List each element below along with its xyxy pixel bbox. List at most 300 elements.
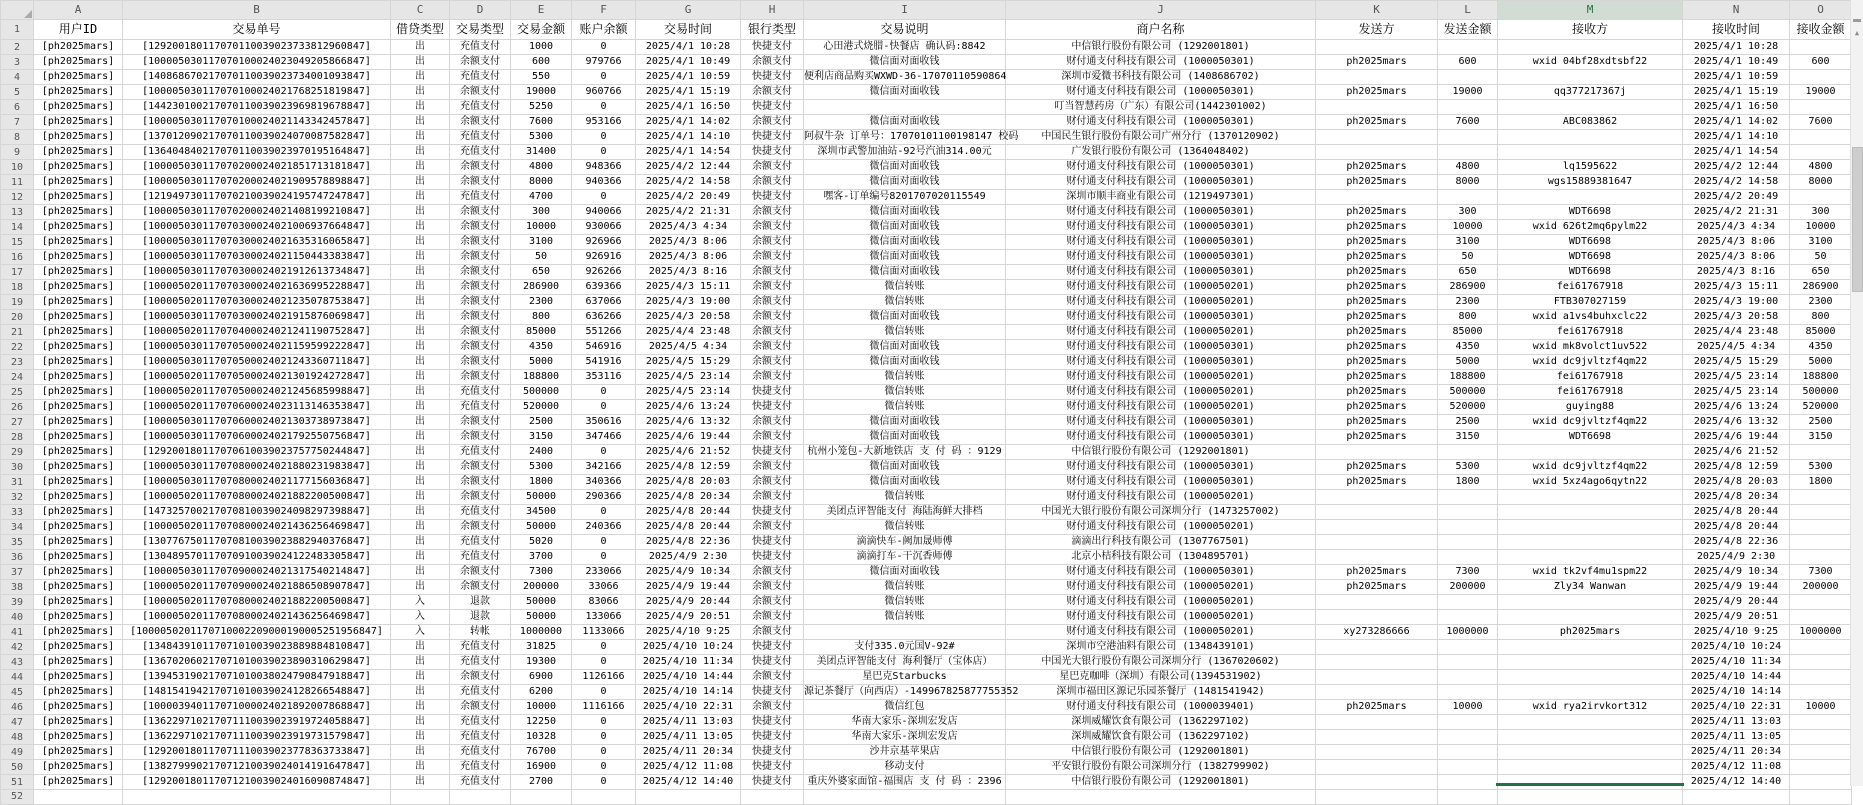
cell-H34[interactable]: 余额支付 — [741, 520, 804, 535]
row-header-2[interactable]: 2 — [1, 40, 34, 55]
cell-O8[interactable] — [1790, 130, 1852, 145]
cell-E8[interactable]: 5300 — [511, 130, 572, 145]
cell-B31[interactable]: [100005030117070800024021177156036847] — [123, 475, 391, 490]
cell-E40[interactable]: 50000 — [511, 610, 572, 625]
cell-C24[interactable]: 出 — [391, 370, 450, 385]
row-header-11[interactable]: 11 — [1, 175, 34, 190]
cell-F30[interactable]: 342166 — [572, 460, 636, 475]
cell-D49[interactable]: 充值支付 — [450, 745, 511, 760]
cell-M18[interactable]: fei61767918 — [1498, 280, 1683, 295]
cell-L25[interactable]: 500000 — [1438, 385, 1498, 400]
cell-M7[interactable]: ABC083862 — [1498, 115, 1683, 130]
cell-B5[interactable]: [100005030117070100024021768251819847] — [123, 85, 391, 100]
cell-B17[interactable]: [100005030117070300024021912613734847] — [123, 265, 391, 280]
cell-O6[interactable] — [1790, 100, 1852, 115]
cell-M44[interactable] — [1498, 670, 1683, 685]
cell-N33[interactable]: 2025/4/8 20:44 — [1683, 505, 1790, 520]
cell-M30[interactable]: wxid dc9jvltzf4qm22 — [1498, 460, 1683, 475]
cell-J22[interactable]: 财付通支付科技有限公司 (1000050301) — [1006, 340, 1316, 355]
cell-L7[interactable]: 7600 — [1438, 115, 1498, 130]
cell-E50[interactable]: 16900 — [511, 760, 572, 775]
cell-H14[interactable]: 余额支付 — [741, 220, 804, 235]
cell-I46[interactable]: 微信红包 — [804, 700, 1006, 715]
cell-D26[interactable]: 充值支付 — [450, 400, 511, 415]
cell-G2[interactable]: 2025/4/1 10:28 — [636, 40, 741, 55]
cell-K13[interactable]: ph2025mars — [1316, 205, 1438, 220]
cell-K32[interactable] — [1316, 490, 1438, 505]
cell-C7[interactable]: 出 — [391, 115, 450, 130]
row-header-12[interactable]: 12 — [1, 190, 34, 205]
cell-E42[interactable]: 31825 — [511, 640, 572, 655]
cell-G48[interactable]: 2025/4/11 13:05 — [636, 730, 741, 745]
cell-L30[interactable]: 5300 — [1438, 460, 1498, 475]
cell-M45[interactable] — [1498, 685, 1683, 700]
cell-H5[interactable]: 余额支付 — [741, 85, 804, 100]
cell-L27[interactable]: 2500 — [1438, 415, 1498, 430]
cell-H13[interactable]: 余额支付 — [741, 205, 804, 220]
row-header-47[interactable]: 47 — [1, 715, 34, 730]
row-header-23[interactable]: 23 — [1, 355, 34, 370]
cell-C5[interactable]: 出 — [391, 85, 450, 100]
cell-F15[interactable]: 926966 — [572, 235, 636, 250]
cell-K35[interactable] — [1316, 535, 1438, 550]
cell-E9[interactable]: 31400 — [511, 145, 572, 160]
cell-G33[interactable]: 2025/4/8 20:44 — [636, 505, 741, 520]
cell-J37[interactable]: 财付通支付科技有限公司 (1000050301) — [1006, 565, 1316, 580]
cell-H30[interactable]: 余额支付 — [741, 460, 804, 475]
cell-I48[interactable]: 华南大家乐-深圳宏发店 — [804, 730, 1006, 745]
cell-E24[interactable]: 188800 — [511, 370, 572, 385]
cell-I52[interactable] — [804, 790, 1006, 805]
cell-I5[interactable]: 微信面对面收钱 — [804, 85, 1006, 100]
cell-M25[interactable]: fei61767918 — [1498, 385, 1683, 400]
cell-F26[interactable]: 0 — [572, 400, 636, 415]
cell-G13[interactable]: 2025/4/2 21:31 — [636, 205, 741, 220]
cell-K34[interactable] — [1316, 520, 1438, 535]
cell-K36[interactable] — [1316, 550, 1438, 565]
cell-J3[interactable]: 财付通支付科技有限公司 (1000050301) — [1006, 55, 1316, 70]
cell-I3[interactable]: 微信面对面收钱 — [804, 55, 1006, 70]
cell-O29[interactable] — [1790, 445, 1852, 460]
cell-H47[interactable]: 快捷支付 — [741, 715, 804, 730]
cell-B6[interactable]: [144230100217070110039023969819678847] — [123, 100, 391, 115]
cell-H2[interactable]: 快捷支付 — [741, 40, 804, 55]
cell-N6[interactable]: 2025/4/1 16:50 — [1683, 100, 1790, 115]
cell-K4[interactable] — [1316, 70, 1438, 85]
cell-H37[interactable]: 余额支付 — [741, 565, 804, 580]
cell-E49[interactable]: 76700 — [511, 745, 572, 760]
cell-H3[interactable]: 余额支付 — [741, 55, 804, 70]
cell-A7[interactable]: [ph2025mars] — [34, 115, 123, 130]
cell-M22[interactable]: wxid mk8volct1uv522 — [1498, 340, 1683, 355]
cell-A45[interactable]: [ph2025mars] — [34, 685, 123, 700]
cell-C34[interactable]: 出 — [391, 520, 450, 535]
cell-H39[interactable]: 余额支付 — [741, 595, 804, 610]
cell-H11[interactable]: 余额支付 — [741, 175, 804, 190]
cell-O46[interactable]: 10000 — [1790, 700, 1852, 715]
cell-B37[interactable]: [100005030117070900024021317540214847] — [123, 565, 391, 580]
cell-M16[interactable]: WDT6698 — [1498, 250, 1683, 265]
cell-B44[interactable]: [139453190217071010038024790847918847] — [123, 670, 391, 685]
row-header-10[interactable]: 10 — [1, 160, 34, 175]
cell-L17[interactable]: 650 — [1438, 265, 1498, 280]
cell-B30[interactable]: [100005030117070800024021880231983847] — [123, 460, 391, 475]
row-header-7[interactable]: 7 — [1, 115, 34, 130]
cell-H19[interactable]: 余额支付 — [741, 295, 804, 310]
cell-F13[interactable]: 940066 — [572, 205, 636, 220]
cell-B11[interactable]: [100005030117070200024021909578898847] — [123, 175, 391, 190]
select-all-button[interactable] — [1, 1, 34, 20]
cell-G29[interactable]: 2025/4/6 21:52 — [636, 445, 741, 460]
cell-A4[interactable]: [ph2025mars] — [34, 70, 123, 85]
cell-F11[interactable]: 940366 — [572, 175, 636, 190]
cell-N30[interactable]: 2025/4/8 12:59 — [1683, 460, 1790, 475]
cell-C29[interactable]: 出 — [391, 445, 450, 460]
cell-I32[interactable]: 微信转账 — [804, 490, 1006, 505]
cell-O41[interactable]: 1000000 — [1790, 625, 1852, 640]
cell-D32[interactable]: 余额支付 — [450, 490, 511, 505]
cell-C47[interactable]: 出 — [391, 715, 450, 730]
row-header-50[interactable]: 50 — [1, 760, 34, 775]
cell-O51[interactable] — [1790, 775, 1852, 790]
cell-B22[interactable]: [100005030117070500024021159599222847] — [123, 340, 391, 355]
cell-N34[interactable]: 2025/4/8 20:44 — [1683, 520, 1790, 535]
cell-J8[interactable]: 中国民生银行股份有限公司广州分行 (1370120902) — [1006, 130, 1316, 145]
cell-L29[interactable] — [1438, 445, 1498, 460]
cell-B42[interactable]: [134843910117071010039023889884810847] — [123, 640, 391, 655]
cell-J10[interactable]: 财付通支付科技有限公司 (1000050301) — [1006, 160, 1316, 175]
cell-N21[interactable]: 2025/4/4 23:48 — [1683, 325, 1790, 340]
cell-G52[interactable] — [636, 790, 741, 805]
cell-M6[interactable] — [1498, 100, 1683, 115]
cell-B4[interactable]: [140868670217070110039023734001093847] — [123, 70, 391, 85]
cell-K9[interactable] — [1316, 145, 1438, 160]
cell-N41[interactable]: 2025/4/10 9:25 — [1683, 625, 1790, 640]
row-header-37[interactable]: 37 — [1, 565, 34, 580]
cell-L19[interactable]: 2300 — [1438, 295, 1498, 310]
cell-E30[interactable]: 5300 — [511, 460, 572, 475]
cell-D24[interactable]: 余额支付 — [450, 370, 511, 385]
cell-B2[interactable]: [129200180117070110039023733812960847] — [123, 40, 391, 55]
cell-O27[interactable]: 2500 — [1790, 415, 1852, 430]
cell-J27[interactable]: 财付通支付科技有限公司 (1000050301) — [1006, 415, 1316, 430]
cell-O47[interactable] — [1790, 715, 1852, 730]
cell-G49[interactable]: 2025/4/11 20:34 — [636, 745, 741, 760]
cell-M49[interactable] — [1498, 745, 1683, 760]
cell-B7[interactable]: [100005030117070100024021143342457847] — [123, 115, 391, 130]
cell-J17[interactable]: 财付通支付科技有限公司 (1000050301) — [1006, 265, 1316, 280]
cell-G38[interactable]: 2025/4/9 19:44 — [636, 580, 741, 595]
field-header-J[interactable]: 商户名称 — [1006, 20, 1316, 40]
cell-H28[interactable]: 余额支付 — [741, 430, 804, 445]
cell-J15[interactable]: 财付通支付科技有限公司 (1000050301) — [1006, 235, 1316, 250]
cell-I16[interactable]: 微信面对面收钱 — [804, 250, 1006, 265]
cell-O11[interactable]: 8000 — [1790, 175, 1852, 190]
column-header-D[interactable]: D — [450, 1, 511, 20]
cell-J41[interactable]: 财付通支付科技有限公司 (1000050201) — [1006, 625, 1316, 640]
cell-K43[interactable] — [1316, 655, 1438, 670]
cell-M15[interactable]: WDT6698 — [1498, 235, 1683, 250]
cell-C26[interactable]: 出 — [391, 400, 450, 415]
cell-B51[interactable]: [129200180117071210039024016090874847] — [123, 775, 391, 790]
cell-N31[interactable]: 2025/4/8 20:03 — [1683, 475, 1790, 490]
cell-J30[interactable]: 财付通支付科技有限公司 (1000050301) — [1006, 460, 1316, 475]
cell-B24[interactable]: [100005020117070500024021301924272847] — [123, 370, 391, 385]
cell-K14[interactable]: ph2025mars — [1316, 220, 1438, 235]
cell-N43[interactable]: 2025/4/10 11:34 — [1683, 655, 1790, 670]
cell-G8[interactable]: 2025/4/1 14:10 — [636, 130, 741, 145]
cell-G17[interactable]: 2025/4/3 8:16 — [636, 265, 741, 280]
cell-I49[interactable]: 沙井京基苹果店 — [804, 745, 1006, 760]
cell-D25[interactable]: 充值支付 — [450, 385, 511, 400]
cell-I50[interactable]: 移动支付 — [804, 760, 1006, 775]
cell-L21[interactable]: 85000 — [1438, 325, 1498, 340]
cell-D43[interactable]: 充值支付 — [450, 655, 511, 670]
cell-L47[interactable] — [1438, 715, 1498, 730]
cell-K51[interactable] — [1316, 775, 1438, 790]
cell-D38[interactable]: 余额支付 — [450, 580, 511, 595]
field-header-K[interactable]: 发送方 — [1316, 20, 1438, 40]
cell-B19[interactable]: [100005020117070300024021235078753847] — [123, 295, 391, 310]
cell-B18[interactable]: [100005020117070300024021636995228847] — [123, 280, 391, 295]
cell-M41[interactable]: ph2025mars — [1498, 625, 1683, 640]
cell-C50[interactable]: 出 — [391, 760, 450, 775]
cell-K11[interactable]: ph2025mars — [1316, 175, 1438, 190]
column-header-O[interactable]: O — [1790, 1, 1852, 20]
cell-A32[interactable]: [ph2025mars] — [34, 490, 123, 505]
cell-E15[interactable]: 3100 — [511, 235, 572, 250]
cell-I28[interactable]: 微信面对面收钱 — [804, 430, 1006, 445]
cell-O31[interactable]: 1800 — [1790, 475, 1852, 490]
cell-D36[interactable]: 充值支付 — [450, 550, 511, 565]
cell-N44[interactable]: 2025/4/10 14:44 — [1683, 670, 1790, 685]
row-header-36[interactable]: 36 — [1, 550, 34, 565]
cell-D52[interactable] — [450, 790, 511, 805]
cell-M43[interactable] — [1498, 655, 1683, 670]
cell-I41[interactable] — [804, 625, 1006, 640]
cell-K6[interactable] — [1316, 100, 1438, 115]
cell-J4[interactable]: 深圳市爱微书科技有限公司 (1408686702) — [1006, 70, 1316, 85]
cell-D48[interactable]: 充值支付 — [450, 730, 511, 745]
cell-E13[interactable]: 300 — [511, 205, 572, 220]
cell-A29[interactable]: [ph2025mars] — [34, 445, 123, 460]
cell-E47[interactable]: 12250 — [511, 715, 572, 730]
cell-J48[interactable]: 深圳威耀饮食有限公司 (1362297102) — [1006, 730, 1316, 745]
cell-G43[interactable]: 2025/4/10 11:34 — [636, 655, 741, 670]
cell-F38[interactable]: 33066 — [572, 580, 636, 595]
cell-B29[interactable]: [129200180117070610039023757750244847] — [123, 445, 391, 460]
cell-I18[interactable]: 微信转账 — [804, 280, 1006, 295]
cell-J13[interactable]: 财付通支付科技有限公司 (1000050301) — [1006, 205, 1316, 220]
cell-G44[interactable]: 2025/4/10 14:44 — [636, 670, 741, 685]
cell-N14[interactable]: 2025/4/3 4:34 — [1683, 220, 1790, 235]
cell-A47[interactable]: [ph2025mars] — [34, 715, 123, 730]
cell-G6[interactable]: 2025/4/1 16:50 — [636, 100, 741, 115]
cell-B28[interactable]: [100005030117070600024021792550756847] — [123, 430, 391, 445]
cell-O3[interactable]: 600 — [1790, 55, 1852, 70]
cell-K22[interactable]: ph2025mars — [1316, 340, 1438, 355]
cell-L33[interactable] — [1438, 505, 1498, 520]
column-header-K[interactable]: K — [1316, 1, 1438, 20]
field-header-L[interactable]: 发送金额 — [1438, 20, 1498, 40]
column-header-N[interactable]: N — [1683, 1, 1790, 20]
cell-D45[interactable]: 充值支付 — [450, 685, 511, 700]
cell-I20[interactable]: 微信面对面收钱 — [804, 310, 1006, 325]
cell-N5[interactable]: 2025/4/1 15:19 — [1683, 85, 1790, 100]
cell-D37[interactable]: 余额支付 — [450, 565, 511, 580]
cell-H31[interactable]: 余额支付 — [741, 475, 804, 490]
cell-K47[interactable] — [1316, 715, 1438, 730]
cell-N26[interactable]: 2025/4/6 13:24 — [1683, 400, 1790, 415]
cell-B14[interactable]: [100005030117070300024021006937664847] — [123, 220, 391, 235]
cell-B8[interactable]: [137012090217070110039024070087582847] — [123, 130, 391, 145]
cell-J26[interactable]: 财付通支付科技有限公司 (1000050201) — [1006, 400, 1316, 415]
cell-O22[interactable]: 4350 — [1790, 340, 1852, 355]
cell-E17[interactable]: 650 — [511, 265, 572, 280]
cell-I30[interactable]: 微信面对面收钱 — [804, 460, 1006, 475]
cell-B40[interactable]: [100005020117070800024021436256469847] — [123, 610, 391, 625]
cell-C10[interactable]: 出 — [391, 160, 450, 175]
cell-B16[interactable]: [100005030117070300024021150443383847] — [123, 250, 391, 265]
cell-I27[interactable]: 微信面对面收钱 — [804, 415, 1006, 430]
cell-F23[interactable]: 541916 — [572, 355, 636, 370]
cell-F3[interactable]: 979766 — [572, 55, 636, 70]
cell-M2[interactable] — [1498, 40, 1683, 55]
row-header-38[interactable]: 38 — [1, 580, 34, 595]
cell-F47[interactable]: 0 — [572, 715, 636, 730]
cell-I9[interactable]: 深圳市武警加油站-92号汽油314.00元 — [804, 145, 1006, 160]
cell-E52[interactable] — [511, 790, 572, 805]
cell-D39[interactable]: 退款 — [450, 595, 511, 610]
cell-A24[interactable]: [ph2025mars] — [34, 370, 123, 385]
cell-O10[interactable]: 4800 — [1790, 160, 1852, 175]
cell-A10[interactable]: [ph2025mars] — [34, 160, 123, 175]
cell-K23[interactable]: ph2025mars — [1316, 355, 1438, 370]
cell-K26[interactable]: ph2025mars — [1316, 400, 1438, 415]
cell-G34[interactable]: 2025/4/8 20:44 — [636, 520, 741, 535]
cell-C51[interactable]: 出 — [391, 775, 450, 790]
cell-E34[interactable]: 50000 — [511, 520, 572, 535]
cell-E20[interactable]: 800 — [511, 310, 572, 325]
cell-F41[interactable]: 1133066 — [572, 625, 636, 640]
cell-D16[interactable]: 余额支付 — [450, 250, 511, 265]
cell-B21[interactable]: [100005020117070400024021241190752847] — [123, 325, 391, 340]
cell-L22[interactable]: 4350 — [1438, 340, 1498, 355]
cell-A11[interactable]: [ph2025mars] — [34, 175, 123, 190]
cell-G41[interactable]: 2025/4/10 9:25 — [636, 625, 741, 640]
cell-L13[interactable]: 300 — [1438, 205, 1498, 220]
cell-M39[interactable] — [1498, 595, 1683, 610]
cell-F49[interactable]: 0 — [572, 745, 636, 760]
cell-H46[interactable]: 余额支付 — [741, 700, 804, 715]
cell-G31[interactable]: 2025/4/8 20:03 — [636, 475, 741, 490]
cell-K37[interactable]: ph2025mars — [1316, 565, 1438, 580]
cell-J52[interactable] — [1006, 790, 1316, 805]
cell-L44[interactable] — [1438, 670, 1498, 685]
cell-C2[interactable]: 出 — [391, 40, 450, 55]
cell-C21[interactable]: 出 — [391, 325, 450, 340]
cell-K12[interactable] — [1316, 190, 1438, 205]
row-header-15[interactable]: 15 — [1, 235, 34, 250]
cell-O12[interactable] — [1790, 190, 1852, 205]
cell-E37[interactable]: 7300 — [511, 565, 572, 580]
cell-C42[interactable]: 出 — [391, 640, 450, 655]
cell-N7[interactable]: 2025/4/1 14:02 — [1683, 115, 1790, 130]
cell-N46[interactable]: 2025/4/10 22:31 — [1683, 700, 1790, 715]
cell-A17[interactable]: [ph2025mars] — [34, 265, 123, 280]
cell-D19[interactable]: 余额支付 — [450, 295, 511, 310]
cell-E18[interactable]: 286900 — [511, 280, 572, 295]
cell-B41[interactable]: [1000050201170710002209000190005251956847] — [123, 625, 391, 640]
cell-H33[interactable]: 快捷支付 — [741, 505, 804, 520]
column-header-A[interactable]: A — [34, 1, 123, 20]
cell-G30[interactable]: 2025/4/8 12:59 — [636, 460, 741, 475]
cell-A3[interactable]: [ph2025mars] — [34, 55, 123, 70]
cell-H49[interactable]: 快捷支付 — [741, 745, 804, 760]
cell-K28[interactable]: ph2025mars — [1316, 430, 1438, 445]
cell-C14[interactable]: 出 — [391, 220, 450, 235]
cell-I51[interactable]: 重庆外婆家面馆-福围店 支 付 码 ：2396 — [804, 775, 1006, 790]
cell-F6[interactable]: 0 — [572, 100, 636, 115]
cell-M8[interactable] — [1498, 130, 1683, 145]
cell-D4[interactable]: 充值支付 — [450, 70, 511, 85]
cell-N22[interactable]: 2025/4/5 4:34 — [1683, 340, 1790, 355]
cell-M3[interactable]: wxid 04bf28xdtsbf22 — [1498, 55, 1683, 70]
cell-F51[interactable]: 0 — [572, 775, 636, 790]
cell-N17[interactable]: 2025/4/3 8:16 — [1683, 265, 1790, 280]
cell-J47[interactable]: 深圳威耀饮食有限公司 (1362297102) — [1006, 715, 1316, 730]
row-header-3[interactable]: 3 — [1, 55, 34, 70]
row-header-35[interactable]: 35 — [1, 535, 34, 550]
cell-I34[interactable]: 微信转账 — [804, 520, 1006, 535]
cell-A49[interactable]: [ph2025mars] — [34, 745, 123, 760]
cell-E14[interactable]: 10000 — [511, 220, 572, 235]
cell-M29[interactable] — [1498, 445, 1683, 460]
cell-A26[interactable]: [ph2025mars] — [34, 400, 123, 415]
cell-O14[interactable]: 10000 — [1790, 220, 1852, 235]
cell-J29[interactable]: 中信银行股份有限公司 (1292001801) — [1006, 445, 1316, 460]
cell-L50[interactable] — [1438, 760, 1498, 775]
cell-G50[interactable]: 2025/4/12 11:08 — [636, 760, 741, 775]
row-header-29[interactable]: 29 — [1, 445, 34, 460]
cell-O35[interactable] — [1790, 535, 1852, 550]
cell-F44[interactable]: 1126166 — [572, 670, 636, 685]
cell-M24[interactable]: fei61767918 — [1498, 370, 1683, 385]
cell-D33[interactable]: 充值支付 — [450, 505, 511, 520]
cell-J38[interactable]: 财付通支付科技有限公司 (1000050201) — [1006, 580, 1316, 595]
cell-M38[interactable]: Zly34 Wanwan — [1498, 580, 1683, 595]
cell-D20[interactable]: 余额支付 — [450, 310, 511, 325]
cell-I19[interactable]: 微信转账 — [804, 295, 1006, 310]
cell-D42[interactable]: 充值支付 — [450, 640, 511, 655]
cell-C20[interactable]: 出 — [391, 310, 450, 325]
cell-J49[interactable]: 中信银行股份有限公司 (1292001801) — [1006, 745, 1316, 760]
cell-D34[interactable]: 余额支付 — [450, 520, 511, 535]
cell-C46[interactable]: 出 — [391, 700, 450, 715]
cell-F48[interactable]: 0 — [572, 730, 636, 745]
cell-O30[interactable]: 5300 — [1790, 460, 1852, 475]
cell-J31[interactable]: 财付通支付科技有限公司 (1000050301) — [1006, 475, 1316, 490]
cell-F25[interactable]: 0 — [572, 385, 636, 400]
cell-L15[interactable]: 3100 — [1438, 235, 1498, 250]
cell-A23[interactable]: [ph2025mars] — [34, 355, 123, 370]
cell-E25[interactable]: 500000 — [511, 385, 572, 400]
cell-K10[interactable]: ph2025mars — [1316, 160, 1438, 175]
cell-N42[interactable]: 2025/4/10 10:24 — [1683, 640, 1790, 655]
cell-D5[interactable]: 余额支付 — [450, 85, 511, 100]
cell-G20[interactable]: 2025/4/3 20:58 — [636, 310, 741, 325]
cell-K18[interactable]: ph2025mars — [1316, 280, 1438, 295]
